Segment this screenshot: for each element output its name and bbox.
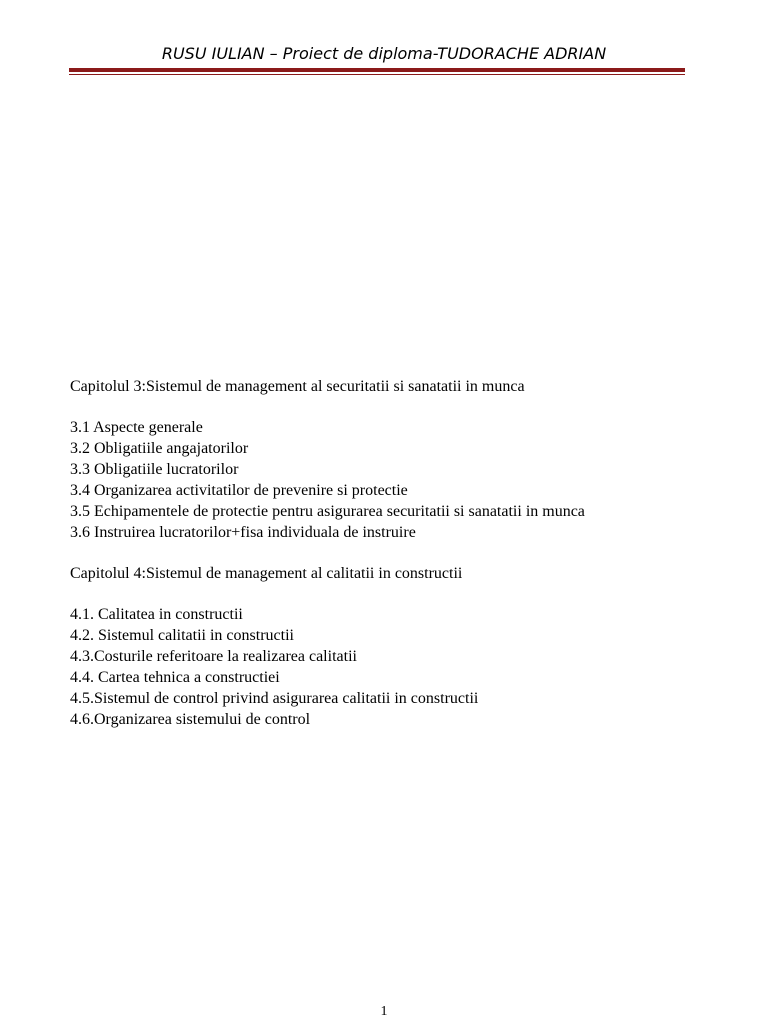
chapter-4-item: 4.6.Organizarea sistemului de control — [70, 711, 311, 728]
page-header-title: RUSU IULIAN – Proiect de diploma-TUDORACHE ADRIAN — [161, 44, 607, 63]
page-number: 1 — [380, 1004, 388, 1019]
spacer — [70, 584, 710, 604]
spacer — [70, 543, 710, 563]
chapter-3-item: 3.1 Aspecte generale — [70, 419, 203, 436]
chapter-4-item: 4.4. Cartea tehnica a constructiei — [70, 669, 280, 686]
chapter-4-title: Capitolul 4:Sistemul de management al calitatii in constructii — [70, 565, 463, 582]
chapter-4-item: 4.1. Calitatea in constructii — [70, 606, 243, 623]
chapter-3-item: 3.3 Obligatiile lucratorilor — [70, 461, 239, 478]
chapter-3-item: 3.4 Organizarea activitatilor de prevenire si protectie — [70, 482, 408, 499]
chapter-3-item: 3.5 Echipamentele de protectie pentru asigurarea securitatii si sanatatii in munca — [70, 503, 585, 520]
chapter-4-item: 4.3.Costurile referitoare la realizarea calitatii — [70, 648, 357, 665]
spacer — [70, 397, 710, 417]
table-of-contents — [70, 376, 710, 730]
chapter-4-item: 4.2. Sistemul calitatii in constructii — [70, 627, 294, 644]
header-rule-thick — [69, 68, 685, 72]
header-rule-thin — [69, 74, 685, 75]
chapter-3-title: Capitolul 3:Sistemul de management al securitatii si sanatatii in munca — [70, 378, 525, 395]
chapter-3-item: 3.6 Instruirea lucratorilor+fisa individuala de instruire — [70, 524, 416, 541]
chapter-4-item: 4.5.Sistemul de control privind asigurarea calitatii in constructii — [70, 690, 479, 707]
chapter-3-item: 3.2 Obligatiile angajatorilor — [70, 440, 249, 457]
